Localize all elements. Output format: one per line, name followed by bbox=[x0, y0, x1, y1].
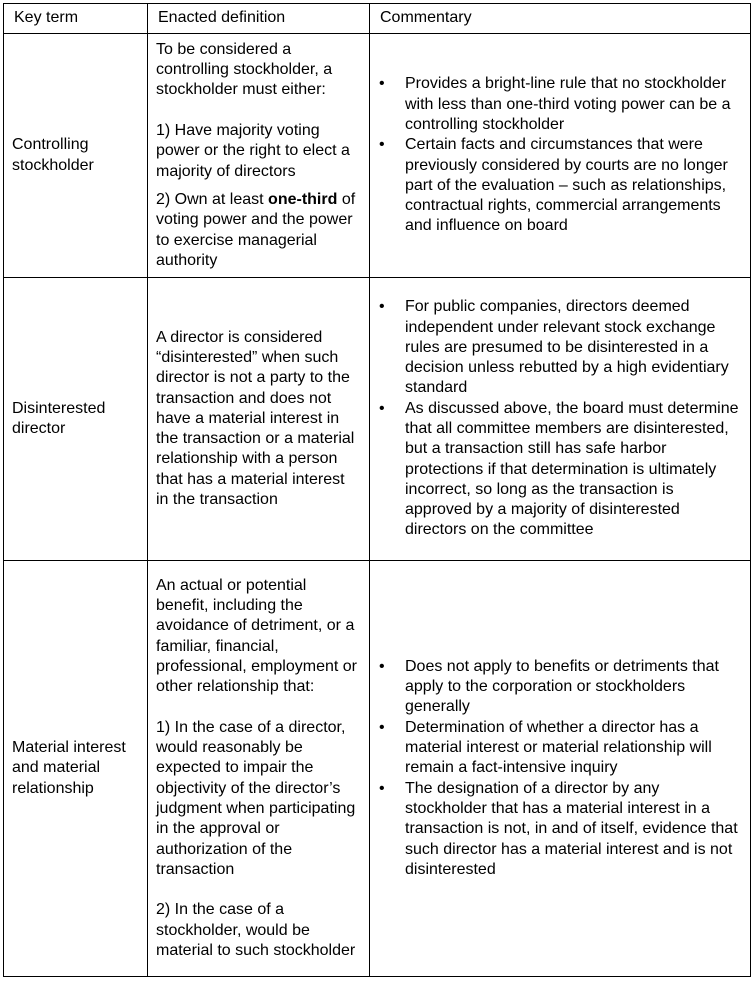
commentary-cell bbox=[370, 34, 751, 278]
definition-intro: An actual or potential benefit, including the avoidance of detriment, or a familiar, financial, professional, employment or other relationship that: bbox=[156, 576, 357, 696]
definition-cell bbox=[148, 561, 370, 977]
commentary-item: • Does not apply to benefits or detriments that apply to the corporation or stockholders generally bbox=[378, 657, 742, 718]
commentary-item: • Provides a bright-line rule that no stockholder with less than one-third voting power can be a controlling stockholder bbox=[378, 74, 742, 135]
commentary-cell bbox=[370, 278, 751, 561]
definition-item-2 bbox=[156, 190, 361, 271]
commentary-item: • For public companies, directors deemed independent under relevant stock exchange rules are presumed to be disinterested in a decision unless rebutted by a high evidentiary standard bbox=[378, 297, 742, 398]
commentary-item: • As discussed above, the board must determine that all committee members are disinterested, but a transaction still has safe harbor protections if that determination is ultimately incorrect, so long as the transaction is approved by a majority of disinterested directors on the committee bbox=[378, 399, 742, 541]
term-cell: Material interest and material relationship bbox=[4, 561, 148, 977]
commentary-list bbox=[378, 657, 742, 880]
table-header-row bbox=[4, 4, 751, 34]
definition-item-1: 1) In the case of a director, would reasonably be expected to impair the objectivity of the director’s judgment when participating in the approval or authorization of the transaction bbox=[156, 718, 356, 878]
header-key-term: Key term bbox=[4, 4, 148, 34]
header-enacted-definition: Enacted definition bbox=[148, 4, 370, 34]
commentary-item: • Determination of whether a director has a material interest or material relationship will remain a fact-intensive inquiry bbox=[378, 718, 742, 779]
commentary-item: • Certain facts and circumstances that were previously considered by courts are no longer part of the evaluation – such as relationships, contractual rights, commercial arrangements and influence on board bbox=[378, 135, 742, 236]
definition-intro: To be considered a controlling stockholder, a stockholder must either: bbox=[156, 40, 333, 99]
definition-item-2-post: of voting power and the power to exercise managerial authority bbox=[156, 190, 356, 269]
definition-text: A director is considered “disinterested” when such director is not a party to the transaction and does not have a material interest in the transaction or a material relationship with a person that has a material interest in the transaction bbox=[156, 328, 355, 509]
term-cell: Disinterested director bbox=[4, 278, 148, 561]
table-row-disinterested-director bbox=[4, 278, 751, 561]
commentary-item: • The designation of a director by any stockholder that has a material interest in a transaction is not, in and of itself, evidence that such director has a material interest and is not disinterested bbox=[378, 779, 742, 880]
commentary-cell bbox=[370, 561, 751, 977]
header-commentary: Commentary bbox=[370, 4, 751, 34]
commentary-list bbox=[378, 297, 742, 541]
definition-cell bbox=[148, 278, 370, 561]
definition-item-2: 2) In the case of a stockholder, would be material to such stockholder bbox=[156, 901, 356, 960]
commentary-list bbox=[378, 74, 742, 236]
table-row-controlling-stockholder bbox=[4, 34, 751, 278]
term-cell: Controlling stockholder bbox=[4, 34, 148, 278]
table-row-material-interest bbox=[4, 561, 751, 977]
key-terms-table bbox=[3, 3, 751, 977]
definition-cell bbox=[148, 34, 370, 278]
definition-item-2-pre: 2) Own at least bbox=[156, 190, 269, 208]
definition-item-1: 1) Have majority voting power or the right to elect a majority of directors bbox=[156, 122, 350, 180]
definition-item-2-bold: one-third bbox=[268, 190, 338, 208]
